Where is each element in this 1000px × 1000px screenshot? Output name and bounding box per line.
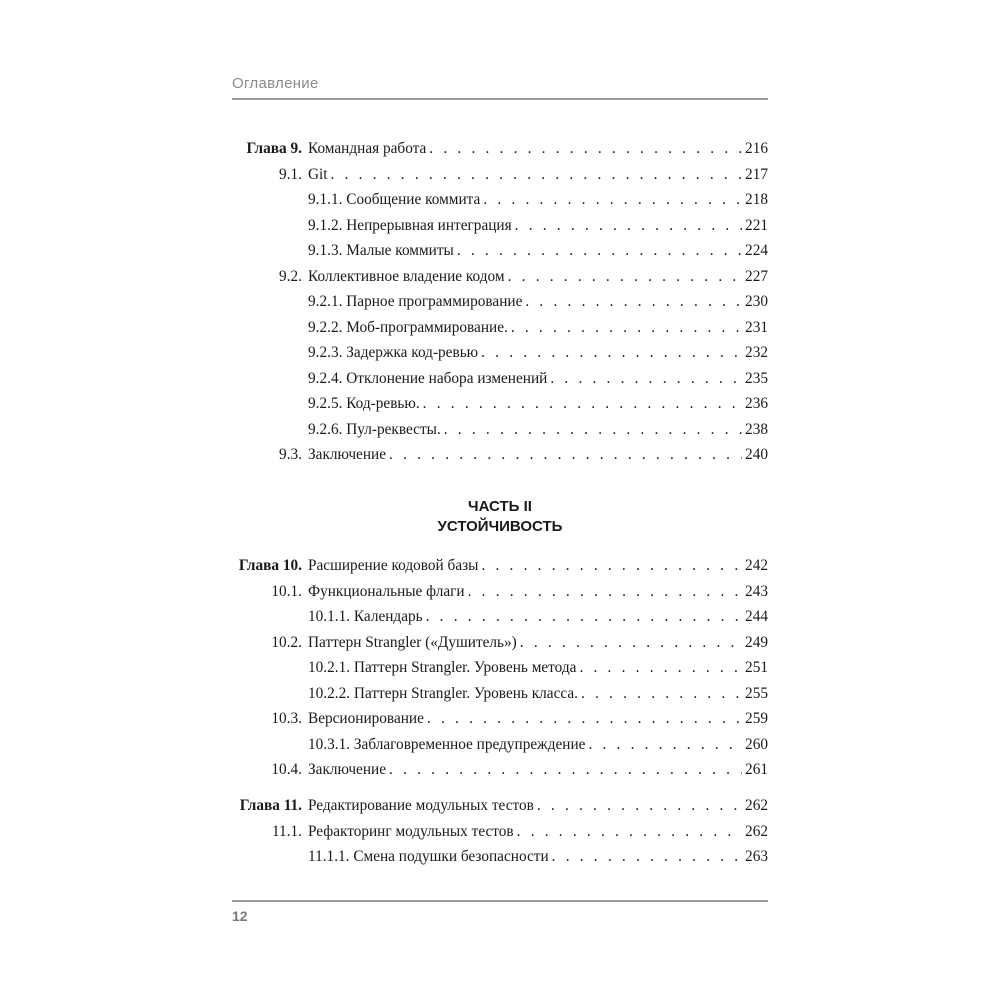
part-title: УСТОЙЧИВОСТЬ xyxy=(437,518,563,535)
toc-entry-page: 224 xyxy=(745,242,768,259)
toc-entry-number: 10.4. xyxy=(271,761,302,778)
toc-entry-page: 231 xyxy=(745,318,768,336)
toc-entry-title: 9.1.2. Непрерывная интеграция xyxy=(308,216,512,234)
toc-entry xyxy=(232,417,768,443)
toc-entry xyxy=(232,757,768,783)
toc-entry-page: 235 xyxy=(745,369,768,387)
toc-entry-page: 227 xyxy=(745,267,768,285)
toc-entry xyxy=(232,213,768,239)
toc-entry-title: Версионирование xyxy=(308,710,424,727)
dot-leader xyxy=(468,579,742,605)
toc-entry-page: 249 xyxy=(745,633,768,651)
toc-entry-title: 9.2.6. Пул-реквесты. xyxy=(308,420,441,438)
toc-entry xyxy=(232,553,768,579)
toc-entry-title: Расширение кодовой базы xyxy=(308,557,479,574)
running-header-title: Оглавление xyxy=(232,75,319,92)
toc-entry xyxy=(232,819,768,845)
toc-entry-page: 236 xyxy=(745,395,768,412)
dot-leader xyxy=(581,681,742,707)
toc-entry-title: 9.2.3. Задержка код-ревью xyxy=(308,344,479,361)
toc-entry-number: 11.1. xyxy=(271,822,302,840)
toc-entry-page: 216 xyxy=(745,140,768,157)
dot-leader xyxy=(537,793,742,819)
running-header xyxy=(232,75,768,100)
dot-leader xyxy=(426,604,742,630)
toc-entry-title: 9.2.5. Код-ревью. xyxy=(308,395,420,412)
page-number: 12 xyxy=(232,908,248,924)
dot-leader xyxy=(550,366,742,392)
toc-entry-page: 255 xyxy=(745,684,768,702)
toc-entry-page: 259 xyxy=(745,710,768,727)
dot-leader xyxy=(389,757,742,783)
dot-leader xyxy=(579,655,742,681)
toc-entry-title: 10.2.2. Паттерн Strangler. Уровень класса. xyxy=(308,684,578,702)
toc-entry-page: 238 xyxy=(745,420,768,438)
toc-chapter-9 xyxy=(232,136,768,468)
dot-leader xyxy=(508,264,742,290)
toc-entry-page: 243 xyxy=(745,582,768,600)
toc-entry-page: 260 xyxy=(745,735,768,753)
dot-leader xyxy=(427,706,742,732)
dot-leader xyxy=(481,553,742,579)
part-heading xyxy=(232,497,768,537)
toc-entry xyxy=(232,442,768,468)
toc-entry xyxy=(232,289,768,315)
toc-entry-page: 262 xyxy=(745,797,768,814)
toc-entry xyxy=(232,238,768,264)
toc-entry xyxy=(232,187,768,213)
dot-leader xyxy=(429,136,742,162)
toc-entry-page: 244 xyxy=(745,608,768,625)
toc-entry-page: 262 xyxy=(745,822,768,840)
page-footer xyxy=(232,900,768,924)
toc-entry-title: Git xyxy=(308,165,328,183)
toc-entry xyxy=(232,732,768,758)
toc-entry-number: Глава 11. xyxy=(239,797,302,814)
toc-entry-number: 10.2. xyxy=(271,633,302,651)
toc-entry-page: 217 xyxy=(745,165,768,183)
toc-entry xyxy=(232,264,768,290)
dot-leader xyxy=(525,289,742,315)
toc-entry xyxy=(232,340,768,366)
toc-entry xyxy=(232,604,768,630)
toc-entry-title: Заключение xyxy=(308,761,387,778)
toc-entry xyxy=(232,136,768,162)
toc-entry-title: 9.2.1. Парное программирование xyxy=(308,293,523,310)
dot-leader xyxy=(517,819,742,845)
header-rule xyxy=(232,98,768,100)
dot-leader xyxy=(588,732,742,758)
toc-entry-page: 230 xyxy=(745,293,768,310)
toc-entry xyxy=(232,706,768,732)
toc-entry-title: 11.1.1. Смена подушки безопасности xyxy=(308,848,549,865)
toc-entry-title: 10.3.1. Заблаговременное предупреждение xyxy=(308,735,586,753)
toc-entry-title: 9.1.1. Сообщение коммита xyxy=(308,191,481,208)
toc-entry-title: Паттерн Strangler («Душитель») xyxy=(308,633,517,651)
toc-entry-title: 10.1.1. Календарь xyxy=(308,608,423,625)
dot-leader xyxy=(331,162,743,188)
dot-leader xyxy=(552,844,742,870)
toc-entry-page: 218 xyxy=(745,191,768,208)
toc-chapter-10 xyxy=(232,553,768,783)
toc-entry-number: Глава 10. xyxy=(238,557,302,574)
footer-rule xyxy=(232,900,768,902)
toc-entry xyxy=(232,655,768,681)
dot-leader xyxy=(423,391,742,417)
dot-leader xyxy=(444,417,742,443)
toc-entry-number: 9.2. xyxy=(279,267,302,285)
toc-entry-number: 10.1. xyxy=(271,582,302,600)
toc-entry-title: 9.2.2. Моб-программирование. xyxy=(308,318,508,336)
toc-entry-title: 9.2.4. Отклонение набора изменений xyxy=(308,369,548,387)
toc-entry-page: 263 xyxy=(745,848,768,865)
toc-entry-title: 10.2.1. Паттерн Strangler. Уровень метода xyxy=(308,659,577,676)
toc-entry-title: Командная работа xyxy=(308,140,427,157)
toc-entry xyxy=(232,793,768,819)
toc-entry xyxy=(232,366,768,392)
dot-leader xyxy=(520,630,742,656)
dot-leader xyxy=(483,187,742,213)
toc-entry-number: Глава 9. xyxy=(246,140,302,157)
toc-entry-number: 9.1. xyxy=(279,165,302,183)
toc-entry-title: Функциональные флаги xyxy=(308,582,465,600)
toc-entry-page: 240 xyxy=(745,446,768,463)
dot-leader xyxy=(515,213,742,239)
toc-entry-page: 221 xyxy=(745,216,768,234)
dot-leader xyxy=(481,340,742,366)
toc-entry xyxy=(232,315,768,341)
dot-leader xyxy=(389,442,742,468)
toc-entry-title: Рефакторинг модульных тестов xyxy=(308,822,514,840)
toc-chapter-11 xyxy=(232,793,768,870)
toc-entry xyxy=(232,391,768,417)
toc-entry-page: 261 xyxy=(745,761,768,778)
toc-entry xyxy=(232,579,768,605)
part-label: ЧАСТЬ II xyxy=(468,498,532,515)
toc-entry xyxy=(232,844,768,870)
toc-entry-title: Коллективное владение кодом xyxy=(308,267,505,285)
toc-entry-title: Заключение xyxy=(308,446,387,463)
toc-entry-title: Редактирование модульных тестов xyxy=(308,797,534,814)
toc-entry xyxy=(232,162,768,188)
toc-entry xyxy=(232,630,768,656)
toc-entry-number: 9.3. xyxy=(279,446,302,463)
toc-entry-title: 9.1.3. Малые коммиты xyxy=(308,242,454,259)
toc-entry xyxy=(232,681,768,707)
toc-entry-page: 242 xyxy=(745,557,768,574)
dot-leader xyxy=(457,238,742,264)
dot-leader xyxy=(511,315,742,341)
toc-entry-page: 232 xyxy=(745,344,768,361)
toc-entry-number: 10.3. xyxy=(271,710,302,727)
toc-entry-page: 251 xyxy=(745,659,768,676)
